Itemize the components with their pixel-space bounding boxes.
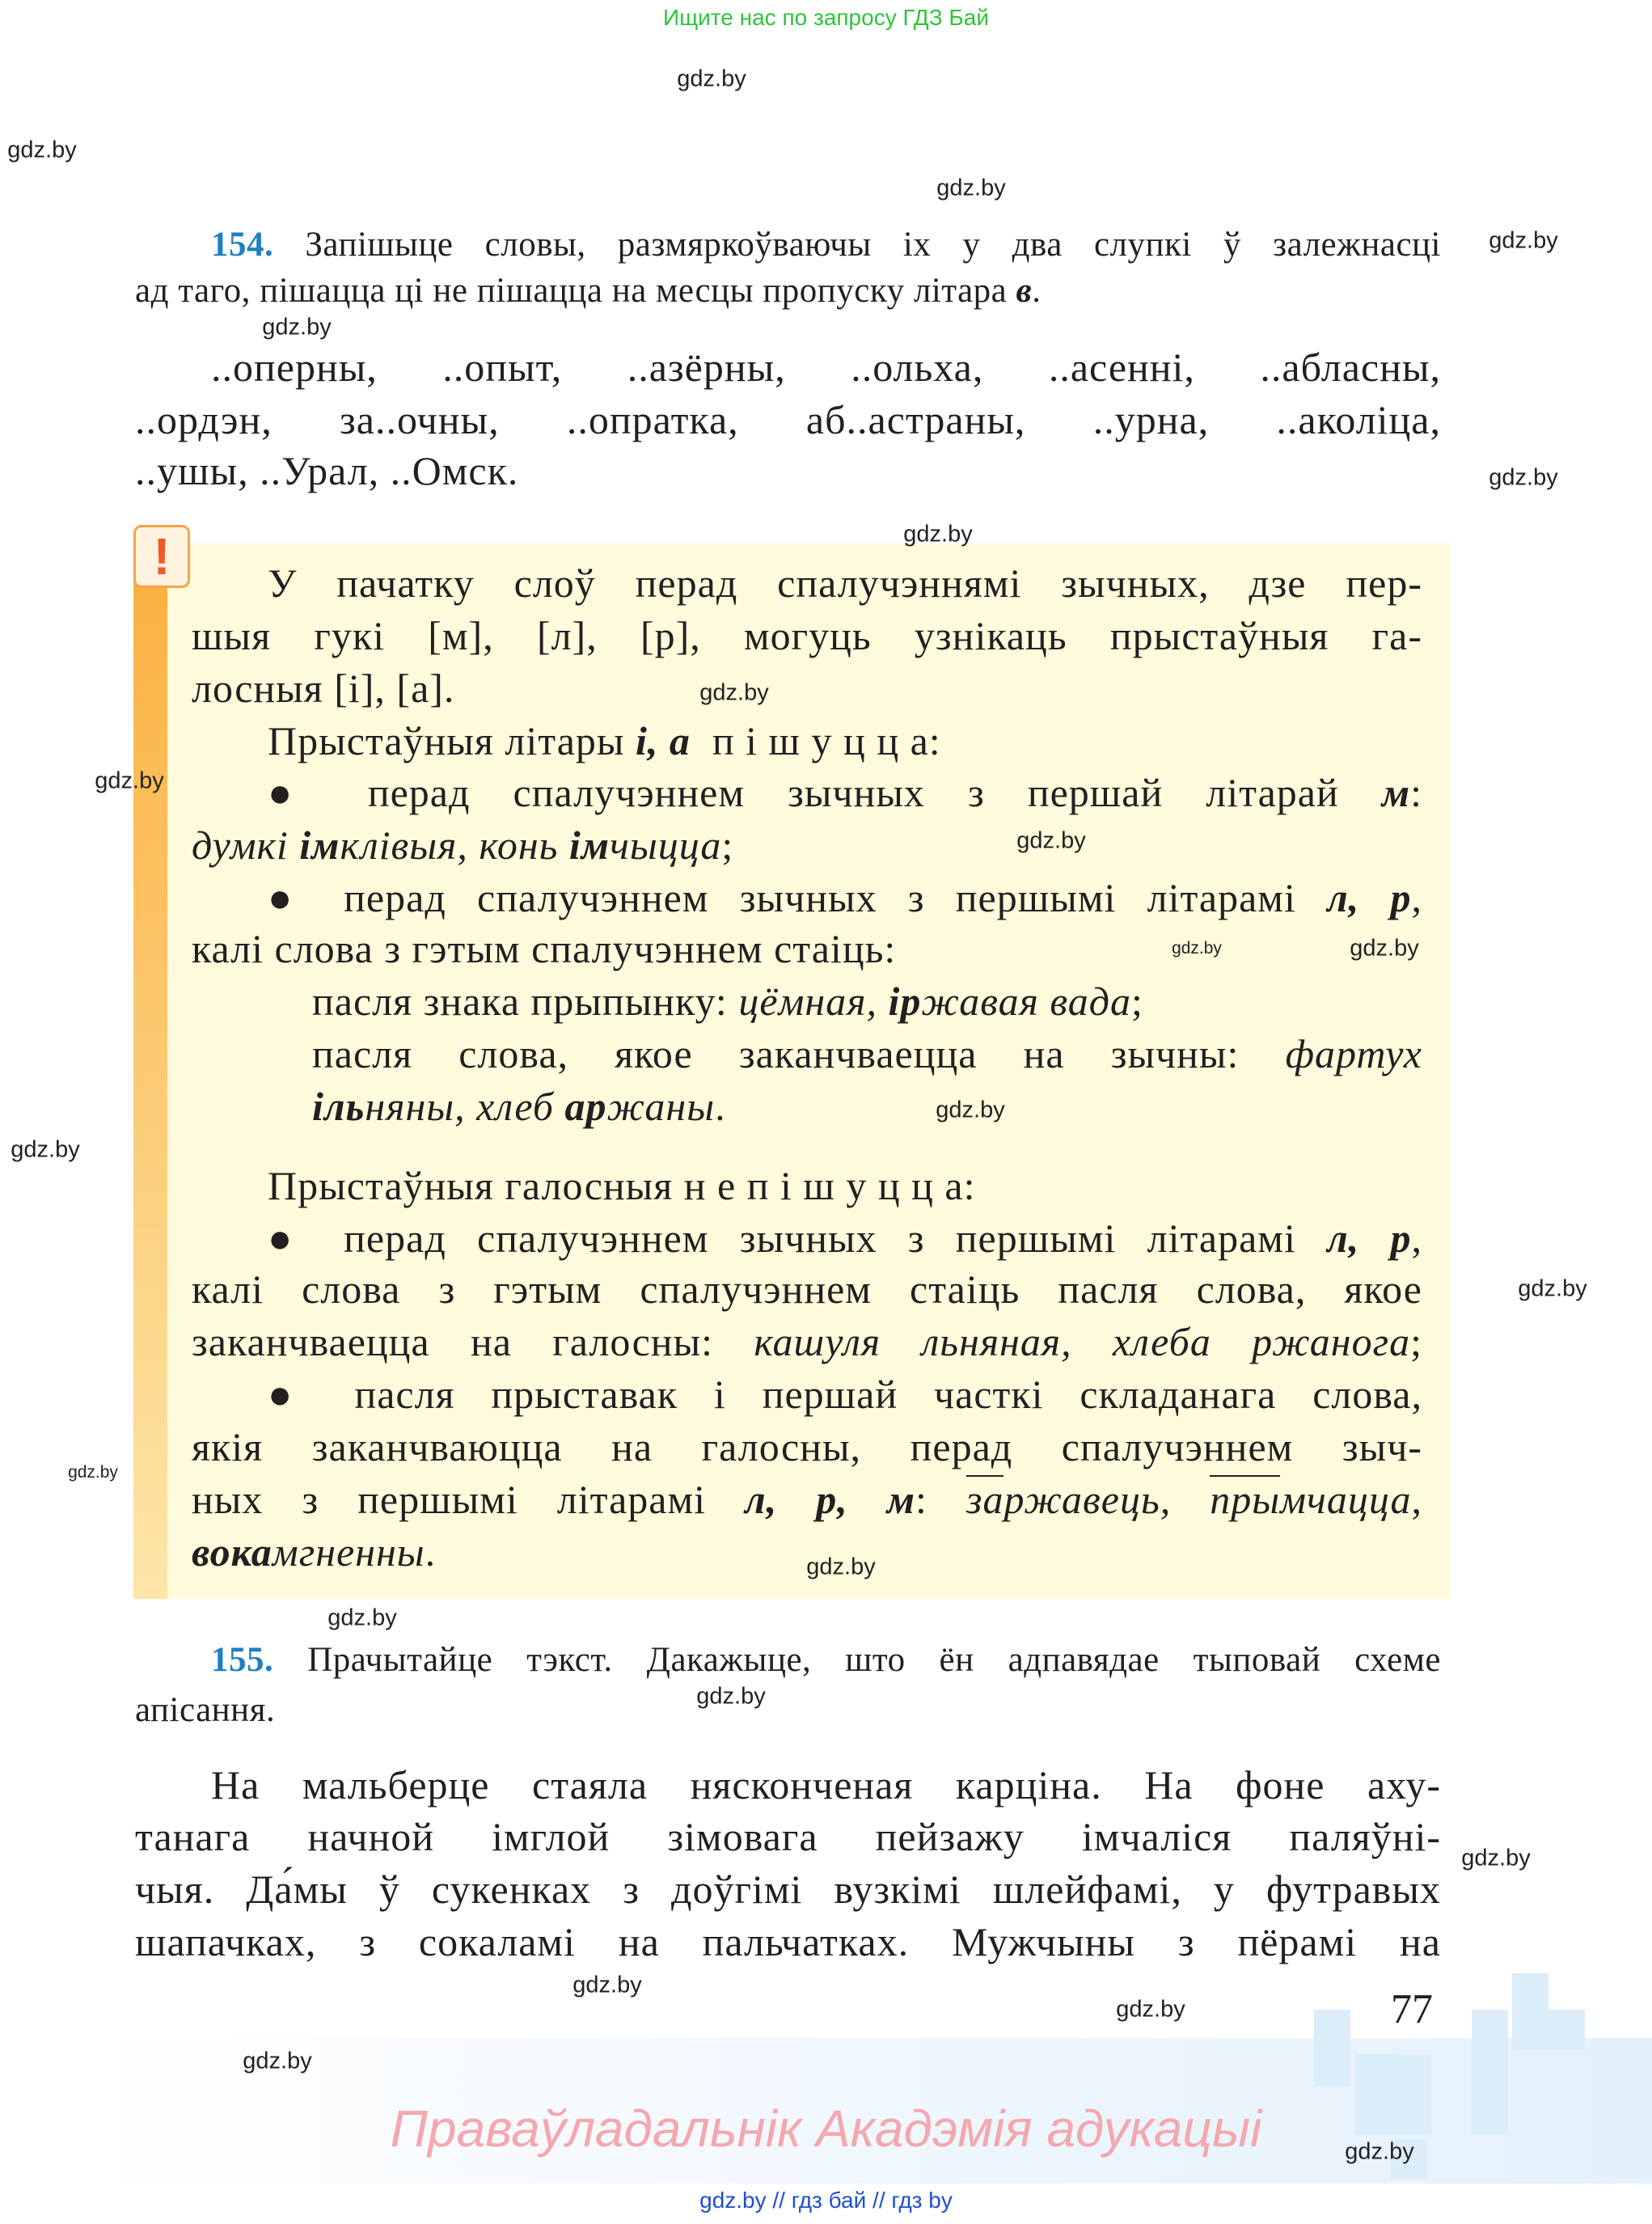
watermark: gdz.by xyxy=(1016,827,1086,854)
word-line: ..ордэн, за..очны, ..опратка, аб..астраны, ..урна, ..аколіца, xyxy=(135,397,1441,442)
punct: : xyxy=(915,1477,966,1522)
spaced-text: н е п і ш у ц ц а: xyxy=(683,1163,976,1208)
spaced-text: п і ш у ц ц а: xyxy=(712,718,941,763)
punct: , xyxy=(1411,875,1422,920)
watermark: gdz.by xyxy=(243,2048,312,2074)
letter: в xyxy=(1016,272,1033,310)
watermark: gdz.by xyxy=(1116,1996,1185,2023)
rule-example xyxy=(312,1082,1422,1131)
rule-line xyxy=(192,1317,1422,1366)
watermark: gdz.by xyxy=(699,679,769,706)
task-text: ад таго, пішацца ці не пішацца на месцы пропуску літара xyxy=(135,272,1016,310)
para-line: На мальберце стаяла нясконченая карціна. На фоне аху- xyxy=(211,1762,1441,1808)
text: пасля знака прыпынку: xyxy=(312,979,739,1024)
text: ● перад спалучэннем зычных з першай літарай xyxy=(268,770,1382,815)
rule-line: якія заканчваюцца на галосны, перад спалучэннем зыч- xyxy=(192,1424,1422,1469)
footer-links[interactable]: gdz.by // гдз бай // гдз by xyxy=(699,2188,953,2213)
copyright-text: Праваўладальнік Акадэмія адукацыі xyxy=(390,2099,1262,2158)
rule-line xyxy=(192,717,1422,765)
page-number: 77 xyxy=(1391,1986,1433,2032)
punct: , xyxy=(1411,1477,1422,1522)
punct: ; xyxy=(721,822,734,868)
deco-square xyxy=(1512,1973,1548,2050)
rule-line: лосныя [і], [а]. xyxy=(192,666,455,711)
watermark: gdz.by xyxy=(95,767,164,794)
ex: ржавець, xyxy=(1003,1477,1210,1522)
exclamation-icon: ! xyxy=(133,525,190,588)
text: ● перад спалучэннем зычных з першымі літарамі xyxy=(268,1216,1328,1261)
punct: ; xyxy=(1130,979,1143,1024)
rule-example xyxy=(192,821,1422,869)
ex: думкі xyxy=(192,822,300,868)
word-line: ..оперны, ..опыт, ..азёрны, ..ольха, ..асенні, ..абласны, xyxy=(211,345,1441,390)
watermark: gdz.by xyxy=(1350,935,1419,962)
watermark: gdz.by xyxy=(1489,464,1558,491)
ex-bold: ар xyxy=(564,1084,607,1129)
punct: . xyxy=(715,1084,726,1129)
ex: фартух xyxy=(1285,1031,1422,1076)
rule-line: калі слова з гэтым спалучэннем стаіць пасля слова, якое xyxy=(192,1266,1422,1312)
punct: : xyxy=(1410,770,1422,815)
task-154-line-2 xyxy=(135,268,1441,314)
letters: л, р, м xyxy=(745,1477,916,1522)
ex-bold: ім xyxy=(299,822,340,868)
watermark: gdz.by xyxy=(7,137,77,163)
watermark: gdz.by xyxy=(1172,939,1222,958)
ex: кашуля льняная, хлеба ржанога xyxy=(754,1319,1411,1364)
rule-line xyxy=(192,873,1422,922)
ex-prefix: пры xyxy=(1210,1477,1281,1522)
ex: жаны xyxy=(606,1084,716,1129)
ex: няны, хлеб xyxy=(365,1084,565,1129)
deco-square xyxy=(1314,2010,1350,2087)
rule-line xyxy=(192,1214,1422,1262)
text: ных з першымі літарамі xyxy=(192,1477,746,1522)
letters: л, р xyxy=(1327,1216,1412,1261)
letters: і, а xyxy=(636,718,691,763)
ex: цёмная, xyxy=(738,979,889,1024)
rule-line xyxy=(192,1161,1422,1210)
watermark: gdz.by xyxy=(1518,1275,1587,1302)
watermark: gdz.by xyxy=(936,175,1006,201)
ex-bold: іль xyxy=(312,1084,365,1129)
watermark: gdz.by xyxy=(572,1972,642,1998)
rule-line xyxy=(312,977,1422,1025)
ex: мгненны xyxy=(272,1529,425,1575)
watermark: gdz.by xyxy=(903,521,973,548)
text: пасля слова, якое заканчваецца на зычны: xyxy=(312,1031,1286,1076)
punct: ; xyxy=(1410,1319,1423,1364)
rule-line: ● пасля прыставак і першай часткі складанага слова, xyxy=(268,1372,1422,1417)
task-154-line-1 xyxy=(135,222,1441,268)
letters: л, р xyxy=(1327,875,1412,920)
watermark: gdz.by xyxy=(1345,2138,1414,2165)
rule-line: калі слова з гэтым спалучэннем стаіць: xyxy=(192,926,897,971)
task-text: Прачытайце тэкст. Дакажыце, што ён адпавядае тыповай схеме xyxy=(307,1641,1441,1679)
ex-bold: ір xyxy=(888,979,922,1024)
search-hint: Ищите нас по запросу ГДЗ Бай xyxy=(662,5,990,30)
watermark: gdz.by xyxy=(936,1097,1005,1123)
ex-bold: вока xyxy=(192,1529,273,1575)
task-number: 155. xyxy=(211,1641,274,1679)
ex: мчацца xyxy=(1280,1477,1412,1522)
ex: клівыя, конь xyxy=(340,822,569,868)
rule-line: шыя гукі [м], [л], [р], могуць узнікаць прыстаўныя га- xyxy=(192,613,1422,658)
task-text: Запішыце словы, размяркоўваючы іх у два слупкі ў залежнасці xyxy=(305,226,1441,264)
punct: , xyxy=(1411,1216,1422,1261)
watermark: gdz.by xyxy=(11,1136,80,1163)
deco-square xyxy=(1548,2010,1585,2050)
para-line: танага начной імглой зімовага пейзажу імчаліся паляўні- xyxy=(135,1814,1441,1859)
rule-line xyxy=(312,1030,1422,1078)
watermark: gdz.by xyxy=(68,1463,118,1482)
rule-line xyxy=(192,768,1422,817)
word-line: ..ушы, ..Урал, ..Омск. xyxy=(135,448,519,493)
rule-line xyxy=(192,1475,1422,1524)
letter: м xyxy=(1381,770,1411,815)
watermark: gdz.by xyxy=(677,66,746,92)
text: Прыстаўныя літары xyxy=(268,718,636,763)
watermark: gdz.by xyxy=(806,1554,876,1580)
watermark: gdz.by xyxy=(696,1683,766,1710)
watermark: gdz.by xyxy=(327,1605,397,1631)
ex: чыцца xyxy=(610,822,722,868)
text: ● перад спалучэннем зычных з першымі літарамі xyxy=(268,875,1328,920)
para-line: шапачках, з сокаламі на пальчатках. Мужчыны з пёрамі на xyxy=(135,1919,1441,1964)
ex-prefix: за xyxy=(965,1477,1004,1522)
watermark: gdz.by xyxy=(1461,1845,1531,1871)
rule-line: У пачатку слоў перад спалучэннямі зычных, дзе пер- xyxy=(268,560,1422,606)
watermark: gdz.by xyxy=(262,314,332,340)
task-155-line-2: апісання. xyxy=(135,1691,276,1729)
rule-box-bar xyxy=(133,566,167,1599)
punct: . xyxy=(425,1529,437,1575)
ex: жавая вада xyxy=(921,979,1131,1024)
task-155-line-1 xyxy=(135,1638,1441,1683)
punct: . xyxy=(1032,272,1041,310)
para-line: чыя. Да́мы ў сукенках з доўгімі вузкімі шлейфамі, у футравых xyxy=(135,1867,1441,1912)
watermark: gdz.by xyxy=(1489,227,1558,254)
text: заканчваецца на галосны: xyxy=(192,1319,754,1364)
text: Прыстаўныя галосныя xyxy=(268,1163,684,1208)
ex-bold: ім xyxy=(568,822,611,868)
task-number: 154. xyxy=(211,226,274,264)
